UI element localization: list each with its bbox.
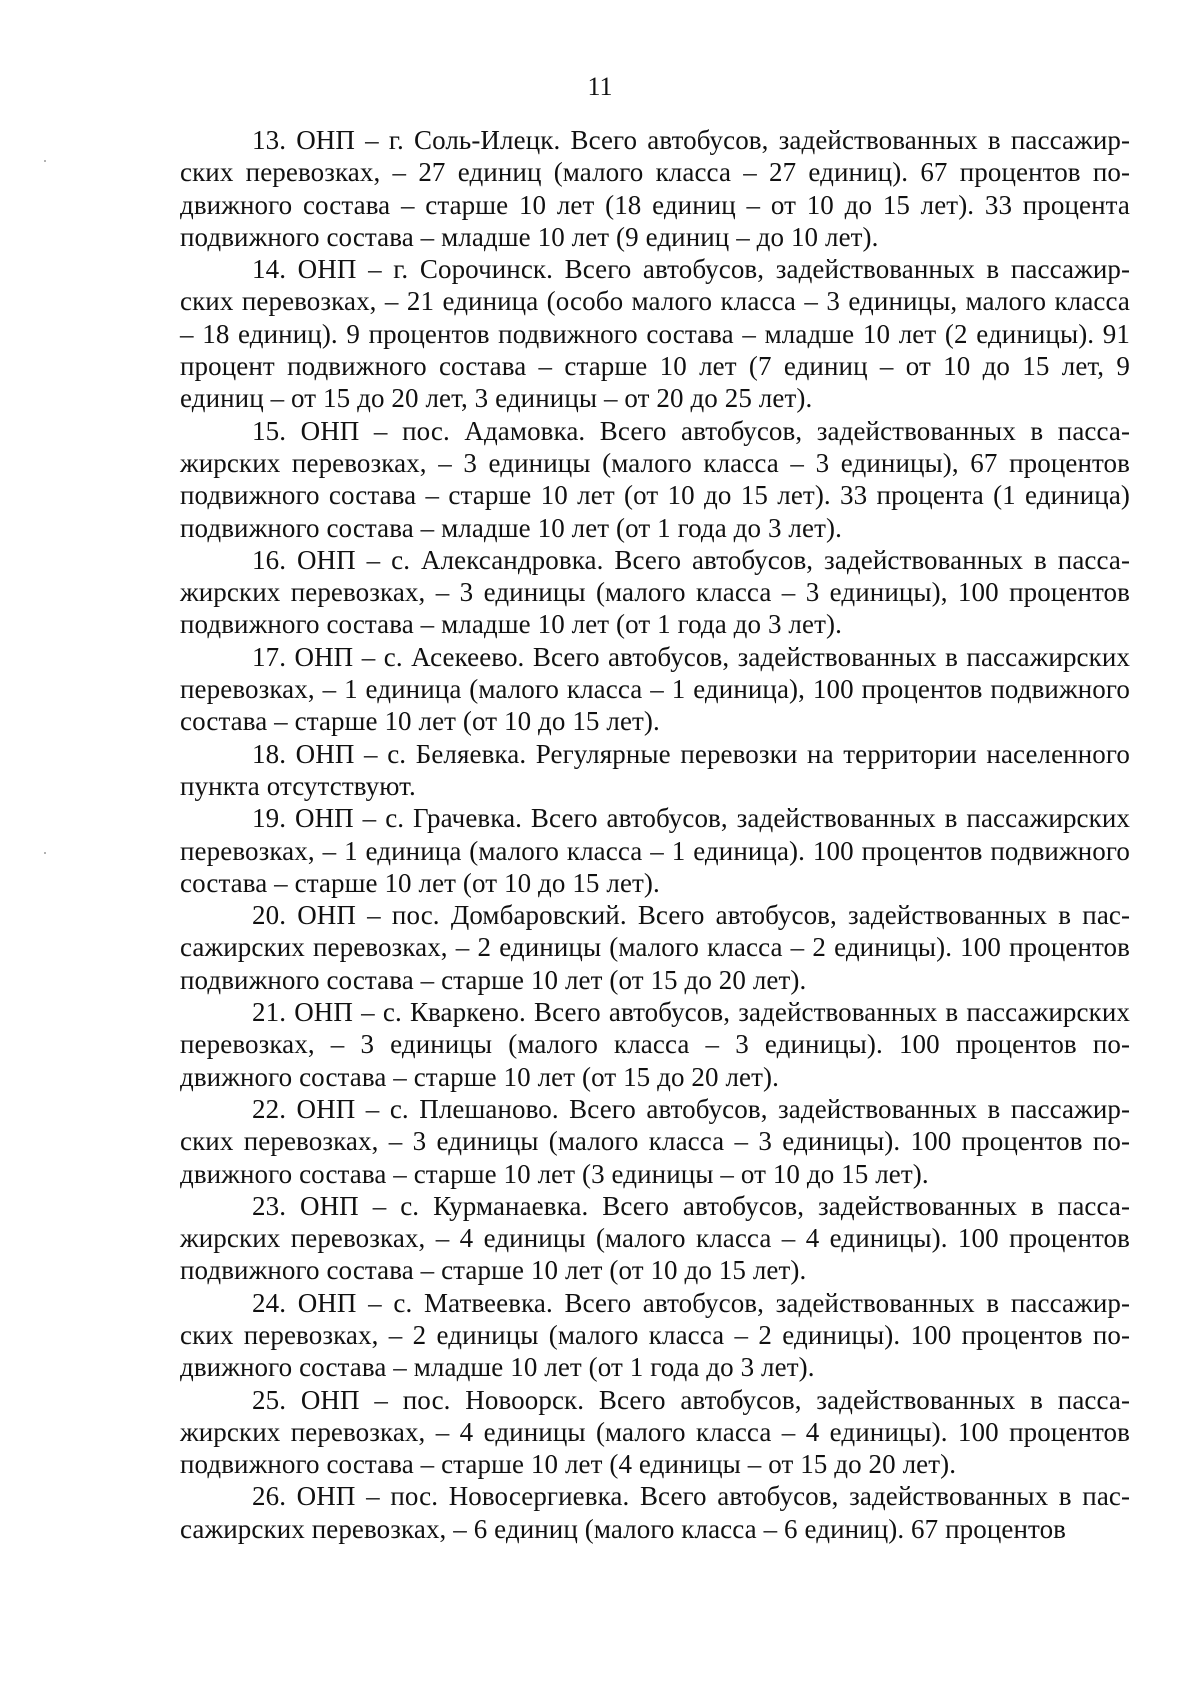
paragraph-25: 25. ОНП – пос. Новоорск. Всего автобусов, задействованных в пассажирских перевозках, – 4 единицы (малого класса – 4 единицы). 100 процентов подвижного состава – старше 10 лет (4 единицы – от 15 до 20 лет).: [180, 1384, 1130, 1480]
document-body: [180, 124, 1130, 1545]
paragraph-18: 18. ОНП – с. Беляевка. Регулярные перевозки на территории населенного пункта отсутствуют.: [180, 738, 1130, 801]
paragraph-14: 14. ОНП – г. Сорочинск. Всего автобусов, задействованных в пассажирских перевозках, – 21 единица (особо малого класса – 3 единицы, малого класса – 18 единиц). 9 процентов подвижного состава – младше 10 лет (2 единицы). 91 процент подвижного состава – старше 10 лет (7 единиц – от 10 до 15 лет, 9 единиц – от 15 до 20 лет, 3 единицы – от 20 до 25 лет).: [180, 254, 1130, 414]
paragraph-17: 17. ОНП – с. Асекеево. Всего автобусов, задействованных в пассажирских перевозках, – 1 единица (малого класса – 1 единица), 100 процентов подвижного состава – старше 10 лет (от 10 до 15 лет).: [180, 641, 1130, 737]
paragraph-22: 22. ОНП – с. Плешаново. Всего автобусов, задействованных в пассажирских перевозках, – 3 единицы (малого класса – 3 единицы). 100 процентов подвижного состава – старше 10 лет (3 единицы – от 10 до 15 лет).: [180, 1093, 1130, 1189]
paragraph-23: 23. ОНП – с. Курманаевка. Всего автобусов, задействованных в пассажирских перевозках, – 4 единицы (малого класса – 4 единицы). 100 процентов подвижного состава – старше 10 лет (от 10 до 15 лет).: [180, 1190, 1130, 1286]
scan-speck: [44, 160, 46, 162]
scan-speck: [44, 852, 46, 854]
paragraph-20: 20. ОНП – пос. Домбаровский. Всего автобусов, задействованных в пассажирских перевозках, – 2 единицы (малого класса – 2 единицы). 100 процентов подвижного состава – старше 10 лет (от 15 до 20 лет).: [180, 900, 1130, 995]
paragraph-15: 15. ОНП – пос. Адамовка. Всего автобусов, задействованных в пассажирских перевозках, – 3 единицы (малого класса – 3 единицы), 67 процентов подвижного состава – старше 10 лет (от 10 до 15 лет). 33 процента (1 единица) подвижного состава – младше 10 лет (от 1 года до 3 лет).: [180, 415, 1130, 543]
page-number: 11: [587, 72, 613, 101]
paragraph-16: 16. ОНП – с. Александровка. Всего автобусов, задействованных в пассажирских перевозках, – 3 единицы (малого класса – 3 единицы), 100 процентов подвижного состава – младше 10 лет (от 1 года до 3 лет).: [180, 544, 1130, 640]
paragraph-24: 24. ОНП – с. Матвеевка. Всего автобусов, задействованных в пассажирских перевозках, – 2 единицы (малого класса – 2 единицы). 100 процентов подвижного состава – младше 10 лет (от 1 года до 3 лет).: [180, 1287, 1130, 1383]
paragraph-21: 21. ОНП – с. Кваркено. Всего автобусов, задействованных в пассажирских перевозках, – 3 единицы (малого класса – 3 единицы). 100 процентов подвижного состава – старше 10 лет (от 15 до 20 лет).: [180, 997, 1130, 1092]
paragraph-26: 26. ОНП – пос. Новосергиевка. Всего автобусов, задействованных в пассажирских перевозках, – 6 единиц (малого класса – 6 единиц). 67 процентов: [180, 1481, 1130, 1544]
paragraph-19: 19. ОНП – с. Грачевка. Всего автобусов, задействованных в пассажирских перевозках, – 1 единица (малого класса – 1 единица). 100 процентов подвижного состава – старше 10 лет (от 10 до 15 лет).: [180, 803, 1130, 898]
paragraph-13: 13. ОНП – г. Соль-Илецк. Всего автобусов, задействованных в пассажирских перевозках, – 27 единиц (малого класса – 27 единиц). 67 процентов подвижного состава – старше 10 лет (18 единиц – от 10 до 15 лет). 33 процента подвижного состава – младше 10 лет (9 единиц – до 10 лет).: [180, 125, 1130, 252]
